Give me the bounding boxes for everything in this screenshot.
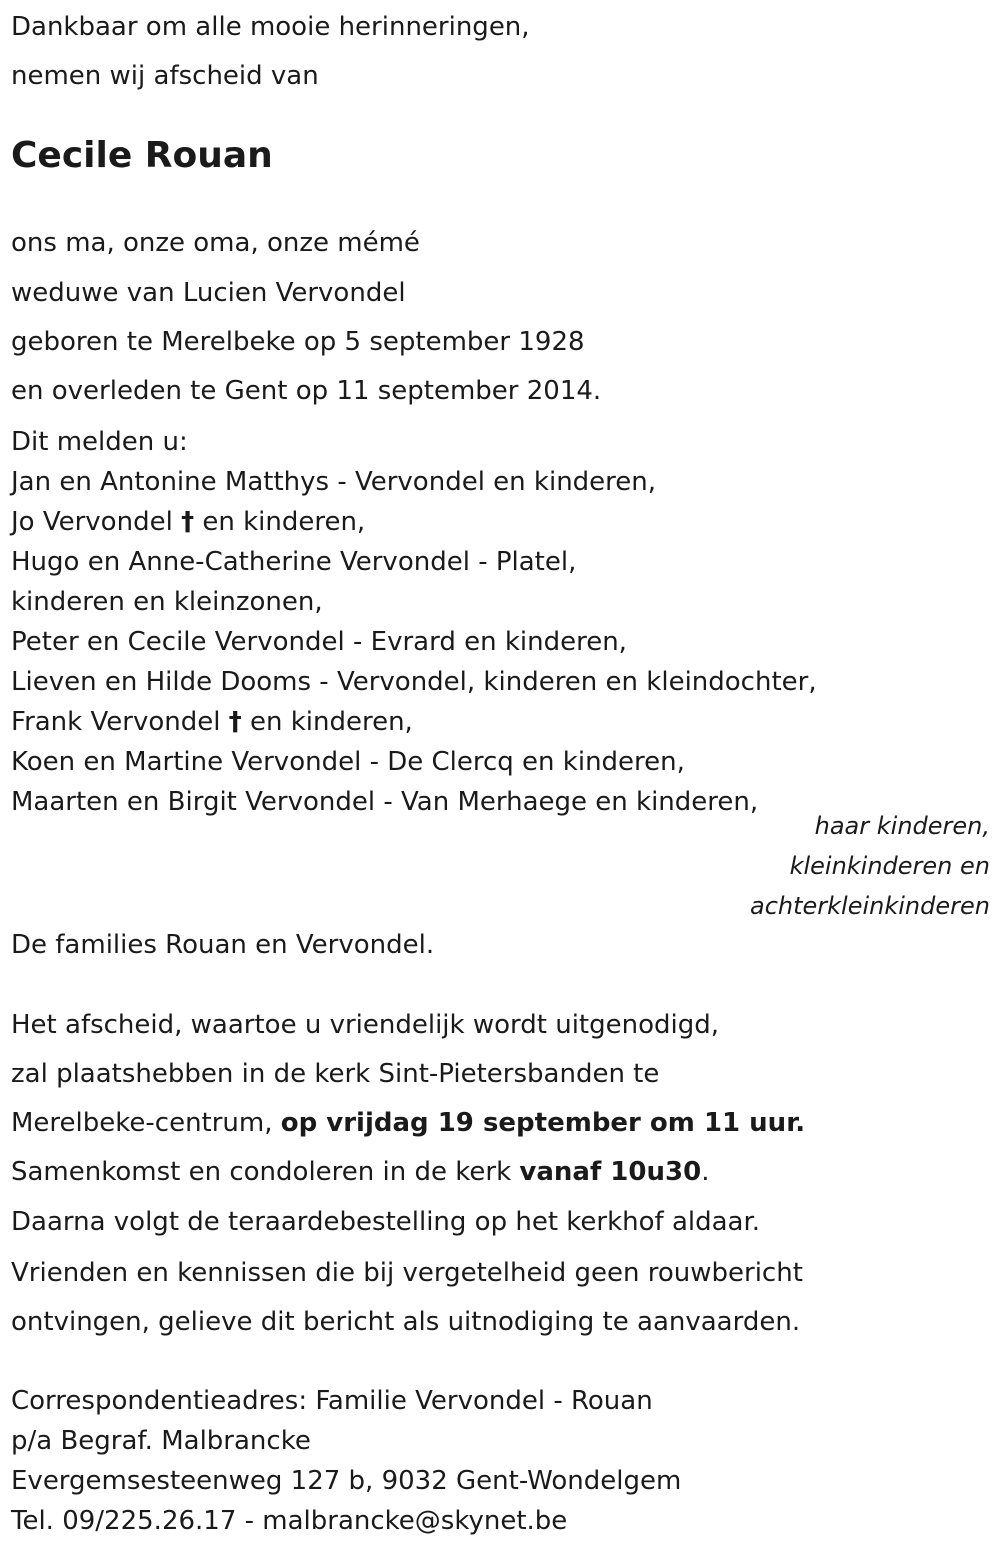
- families-line: De families Rouan en Vervondel.: [11, 930, 435, 960]
- deceased-name: Cecile Rouan: [11, 135, 273, 176]
- condolence-period: .: [701, 1157, 710, 1187]
- ceremony-line: Het afscheid, waartoe u vriendelijk wordt uitgenodigd,: [11, 1010, 720, 1040]
- relation-line: ons ma, onze oma, onze mémé: [11, 228, 420, 258]
- family-line: Maarten en Birgit Vervondel - Van Merhaege en kinderen,: [11, 787, 759, 817]
- ceremony-line: Vrienden en kennissen die bij vergetelheid geen rouwbericht: [11, 1258, 803, 1288]
- widow-line: weduwe van Lucien Vervondel: [11, 278, 406, 308]
- family-line: Lieven en Hilde Dooms - Vervondel, kinderen en kleindochter,: [11, 667, 817, 697]
- death-line: en overleden te Gent op 11 september 2014.: [11, 376, 602, 406]
- ceremony-location: Merelbeke-centrum,: [11, 1108, 281, 1138]
- family-line: kinderen en kleinzonen,: [11, 587, 323, 617]
- family-line: Jan en Antonine Matthys - Vervondel en kinderen,: [11, 467, 657, 497]
- condolence-text: Samenkomst en condoleren in de kerk: [11, 1157, 520, 1187]
- intro-line-1: Dankbaar om alle mooie herinneringen,: [11, 12, 530, 42]
- family-member-name: Frank Vervondel: [11, 707, 221, 737]
- ceremony-line: zal plaatshebben in de kerk Sint-Pietersbanden te: [11, 1059, 660, 1089]
- ceremony-line: [11, 1110, 805, 1136]
- family-member-name: Jo Vervondel: [11, 507, 173, 537]
- descendants-line: haar kinderen,: [814, 812, 990, 840]
- ceremony-line: [11, 1159, 709, 1185]
- ceremony-line: ontvingen, gelieve dit bericht als uitnodiging te aanvaarden.: [11, 1307, 801, 1337]
- correspondence-line: p/a Begraf. Malbrancke: [11, 1426, 311, 1456]
- ceremony-line: Daarna volgt de teraardebestelling op het kerkhof aldaar.: [11, 1207, 761, 1237]
- descendants-line: achterkleinkinderen: [750, 892, 990, 920]
- family-line: Peter en Cecile Vervondel - Evrard en kinderen,: [11, 627, 627, 657]
- descendants-line: kleinkinderen en: [789, 852, 990, 880]
- cross-icon: †: [228, 707, 242, 737]
- family-line: [11, 709, 413, 735]
- family-line: [11, 509, 365, 535]
- correspondence-line: Evergemsesteenweg 127 b, 9032 Gent-Wondelgem: [11, 1466, 682, 1496]
- correspondence-line: Tel. 09/225.26.17 - malbrancke@skynet.be: [11, 1506, 568, 1536]
- family-line: Hugo en Anne-Catherine Vervondel - Platel,: [11, 547, 577, 577]
- announcers-intro: Dit melden u:: [11, 427, 188, 457]
- intro-line-2: nemen wij afscheid van: [11, 61, 319, 91]
- family-member-suffix: en kinderen,: [202, 507, 366, 537]
- condolence-time: vanaf 10u30: [519, 1157, 702, 1187]
- correspondence-line: Correspondentieadres: Familie Vervondel - Rouan: [11, 1386, 653, 1416]
- birth-line: geboren te Merelbeke op 5 september 1928: [11, 327, 585, 357]
- cross-icon: †: [181, 507, 195, 537]
- family-member-suffix: en kinderen,: [249, 707, 413, 737]
- ceremony-date: op vrijdag 19 september om 11 uur.: [280, 1108, 806, 1138]
- family-line: Koen en Martine Vervondel - De Clercq en kinderen,: [11, 747, 685, 777]
